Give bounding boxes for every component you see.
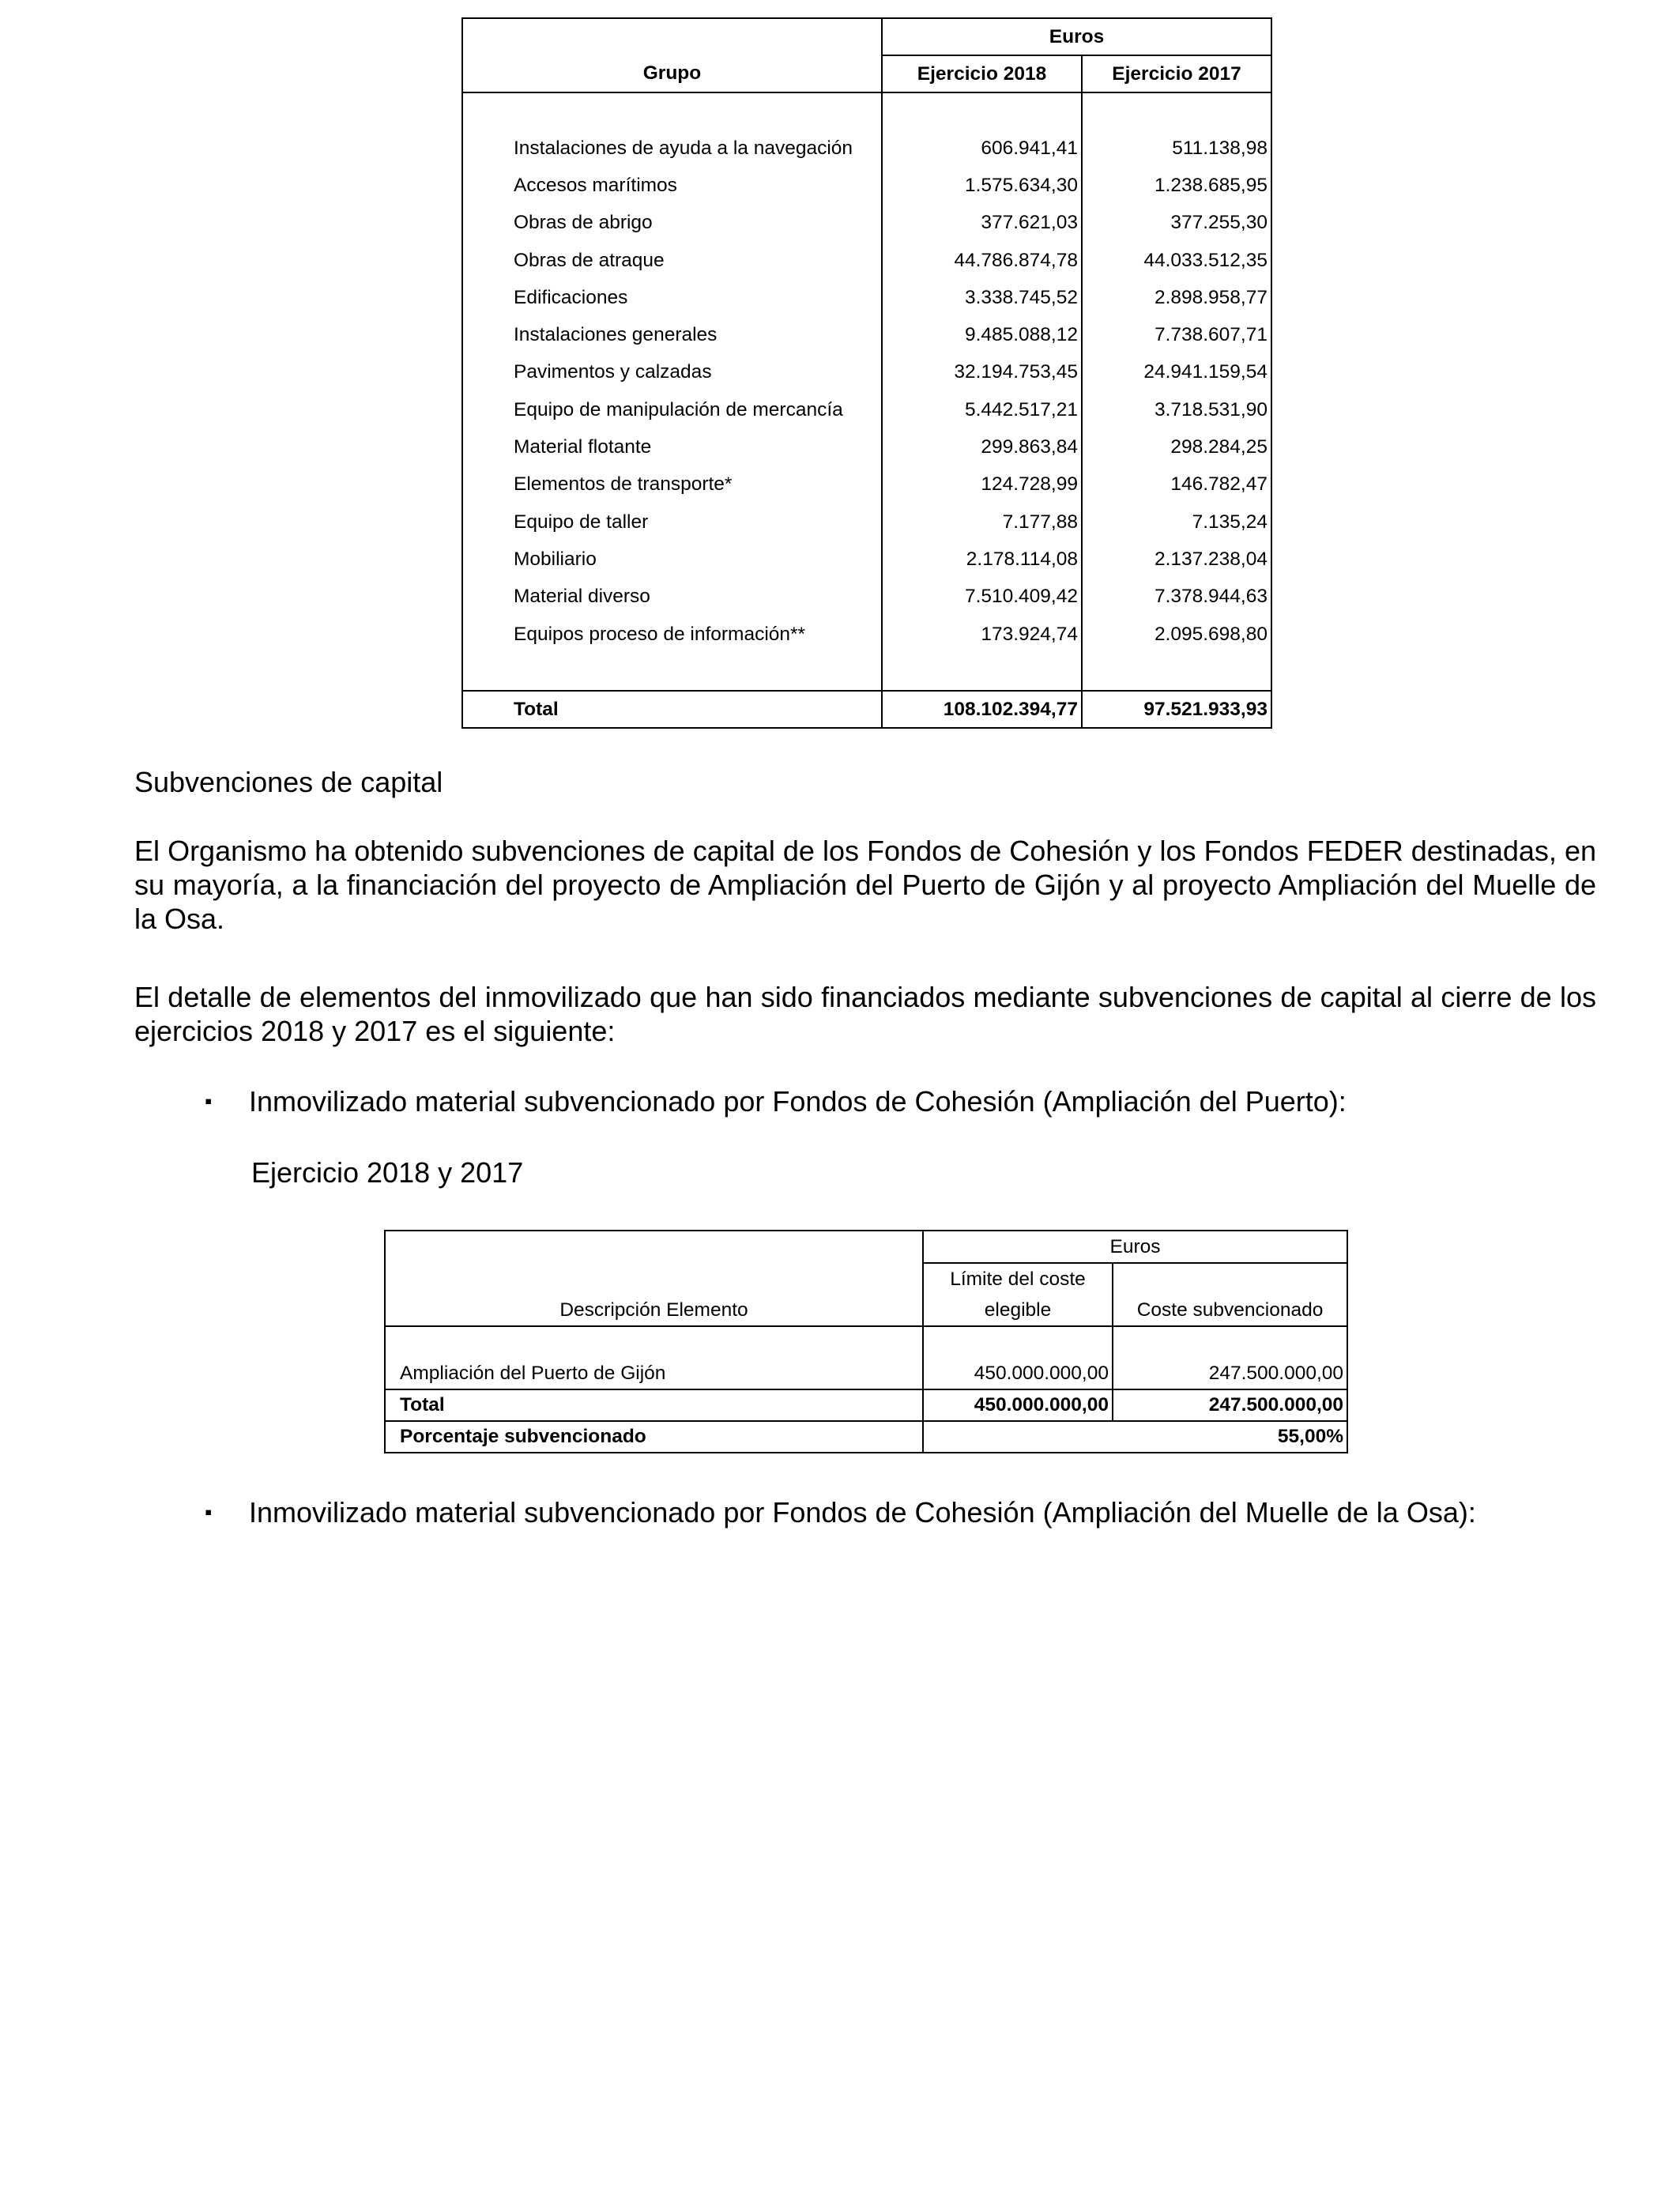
row-name: Mobiliario <box>462 541 882 578</box>
subvencion-table <box>384 1230 1348 1453</box>
row-value-2017: 7.378.944,63 <box>1082 579 1271 616</box>
bullet-marker: ▪ <box>205 1089 213 1113</box>
table-row <box>462 354 1271 391</box>
table-row <box>462 205 1271 242</box>
row-value-2018: 44.786.874,78 <box>882 242 1082 279</box>
bullet-item-puerto: Inmovilizado material subvencionado por Fondos de Cohesión (Ampliación del Puerto): <box>249 1085 1347 1118</box>
row-value-2017: 24.941.159,54 <box>1082 354 1271 391</box>
total-2018: 108.102.394,77 <box>882 691 1082 728</box>
row-value-2018: 173.924,74 <box>882 616 1082 653</box>
row-name: Instalaciones generales <box>462 316 882 353</box>
paragraph-subvenciones: El Organismo ha obtenido subvenciones de capital de los Fondos de Cohesión y los Fondos FEDER destinadas, en su mayoría, a la financiación del proyecto de Ampliación del Puerto de Gijón y al proyecto Ampliación del Muelle de la Osa. <box>134 835 1596 935</box>
row-value-2018: 7.177,88 <box>882 503 1082 541</box>
row-value-2018: 1.575.634,30 <box>882 167 1082 204</box>
row-value-2017: 298.284,25 <box>1082 428 1271 466</box>
row-name: Pavimentos y calzadas <box>462 354 882 391</box>
group-header: Grupo <box>462 55 882 92</box>
row-name: Equipos proceso de información** <box>462 616 882 653</box>
row-name: Instalaciones de ayuda a la navegación <box>462 130 882 167</box>
cost-header: Coste subvencionado <box>1113 1295 1347 1326</box>
row-name: Equipo de taller <box>462 503 882 541</box>
row-value-2018: 377.621,03 <box>882 205 1082 242</box>
row-name: Obras de abrigo <box>462 205 882 242</box>
row-value-2017: 7.135,24 <box>1082 503 1271 541</box>
row-value-2018: 32.194.753,45 <box>882 354 1082 391</box>
row-cost: 247.500.000,00 <box>1113 1358 1347 1389</box>
table-rows <box>462 130 1271 653</box>
t2-total-cost: 247.500.000,00 <box>1113 1389 1347 1421</box>
table-row <box>462 279 1271 316</box>
table-row <box>462 316 1271 353</box>
row-name: Material diverso <box>462 579 882 616</box>
row-name: Accesos marítimos <box>462 167 882 204</box>
row-value-2018: 9.485.088,12 <box>882 316 1082 353</box>
row-name: Edificaciones <box>462 279 882 316</box>
currency-header: Euros <box>882 18 1271 55</box>
row-value-2018: 7.510.409,42 <box>882 579 1082 616</box>
row-value-2017: 44.033.512,35 <box>1082 242 1271 279</box>
t2-total-label: Total <box>385 1389 923 1421</box>
col-2017-header: Ejercicio 2017 <box>1082 55 1271 92</box>
table-row <box>462 466 1271 503</box>
table-row <box>462 503 1271 541</box>
row-value-2017: 2.137.238,04 <box>1082 541 1271 578</box>
bullet-item-muelle: Inmovilizado material subvencionado por Fondos de Cohesión (Ampliación del Muelle de la Osa): <box>249 1496 1476 1529</box>
row-value-2017: 2.095.698,80 <box>1082 616 1271 653</box>
row-name: Obras de atraque <box>462 242 882 279</box>
section-title: Subvenciones de capital <box>134 766 443 798</box>
col-2018-header: Ejercicio 2018 <box>882 55 1082 92</box>
table-row <box>462 130 1271 167</box>
row-value-2018: 299.863,84 <box>882 428 1082 466</box>
table-row <box>462 616 1271 653</box>
t2-currency-header: Euros <box>923 1231 1347 1263</box>
pct-label: Porcentaje subvencionado <box>385 1421 923 1453</box>
row-value-2017: 146.782,47 <box>1082 466 1271 503</box>
row-value-2017: 7.738.607,71 <box>1082 316 1271 353</box>
row-name: Equipo de manipulación de mercancía <box>462 391 882 428</box>
limit-header-line2: elegible <box>923 1295 1113 1326</box>
table-row <box>462 167 1271 204</box>
inmovilizado-table <box>461 17 1272 729</box>
row-value-2018: 606.941,41 <box>882 130 1082 167</box>
row-value-2017: 511.138,98 <box>1082 130 1271 167</box>
total-label: Total <box>462 691 882 728</box>
table-row <box>462 391 1271 428</box>
table-row <box>462 242 1271 279</box>
row-value-2018: 2.178.114,08 <box>882 541 1082 578</box>
row-value-2018: 124.728,99 <box>882 466 1082 503</box>
total-2017: 97.521.933,93 <box>1082 691 1271 728</box>
paragraph-detalle: El detalle de elementos del inmovilizado que han sido financiados mediante subvenciones de capital al cierre de los ejercicios 2018 y 2017 es el siguiente: <box>134 981 1596 1047</box>
limit-header-line1: Límite del coste <box>923 1263 1113 1295</box>
table-row <box>462 579 1271 616</box>
row-value-2017: 3.718.531,90 <box>1082 391 1271 428</box>
table-row <box>462 428 1271 466</box>
row-value-2017: 377.255,30 <box>1082 205 1271 242</box>
row-value-2017: 2.898.958,77 <box>1082 279 1271 316</box>
t2-total-limit: 450.000.000,00 <box>923 1389 1113 1421</box>
desc-header: Descripción Elemento <box>385 1295 923 1326</box>
bullet-marker-2: ▪ <box>205 1500 213 1524</box>
row-limit: 450.000.000,00 <box>923 1358 1113 1389</box>
subheading-ejercicio: Ejercicio 2018 y 2017 <box>251 1156 524 1189</box>
row-name: Material flotante <box>462 428 882 466</box>
table-row <box>462 541 1271 578</box>
row-name: Elementos de transporte* <box>462 466 882 503</box>
row-value-2018: 3.338.745,52 <box>882 279 1082 316</box>
pct-value: 55,00% <box>1113 1421 1347 1453</box>
row-value-2018: 5.442.517,21 <box>882 391 1082 428</box>
row-value-2017: 1.238.685,95 <box>1082 167 1271 204</box>
row-name: Ampliación del Puerto de Gijón <box>385 1358 923 1389</box>
